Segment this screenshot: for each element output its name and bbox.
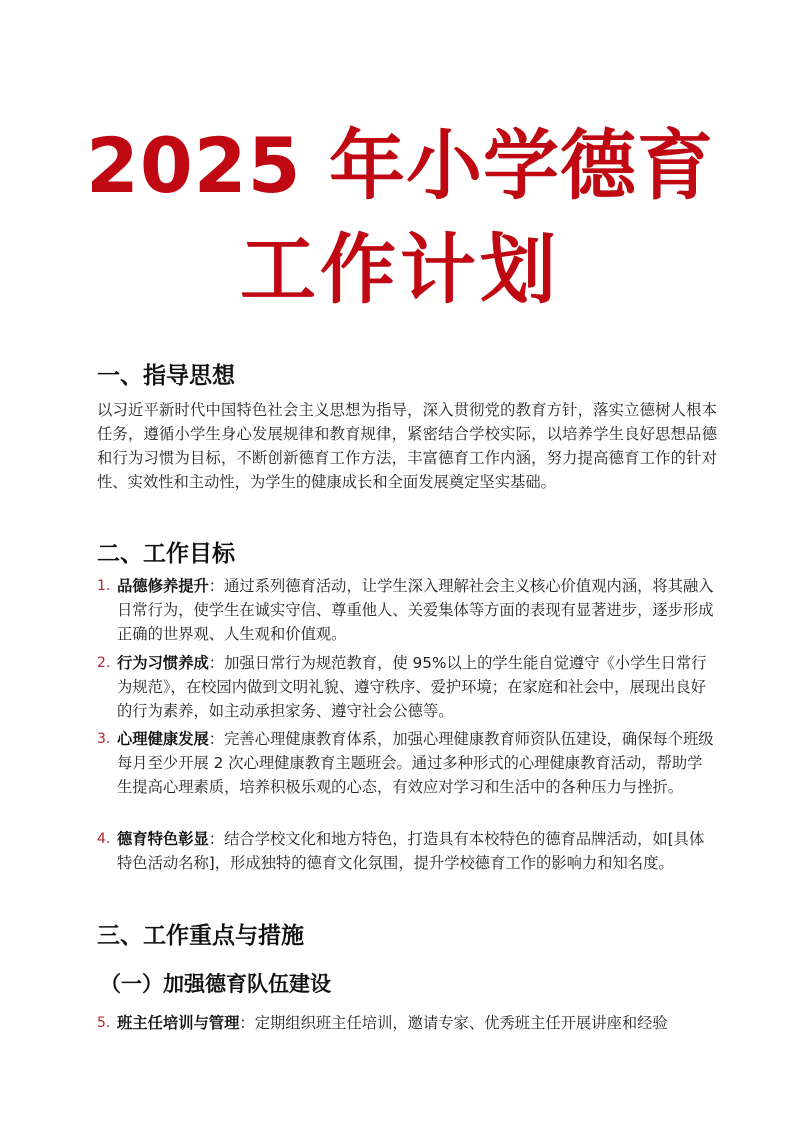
- list-item-term: 行为习惯养成: [117, 654, 209, 672]
- section-paragraph-guiding-ideology: 以习近平新时代中国特色社会主义思想为指导，深入贯彻党的教育方针，落实立德树人根本任务，遵循小学生身心发展规律和教育规律，紧密结合学校实际，以培养学生良好思想品德和行为习惯为目标，不断创新德育工作方法，丰富德育工作内涵，努力提高德育工作的针对性、实效性和主动性，为学生的健康成长和全面发展奠定坚实基础。: [97, 401, 717, 491]
- list-marker: 3.: [97, 731, 111, 747]
- list-marker: 5.: [97, 1015, 111, 1031]
- list-item-measure-5: [97, 1011, 717, 1035]
- list-item-goal-4: [97, 827, 717, 875]
- list-marker: 4.: [97, 831, 111, 847]
- list-item-goal-2: [97, 651, 717, 723]
- list-item-text: ：完善心理健康教育体系，加强心理健康教育师资队伍建设，确保每个班级每月至少开展 2 次心理健康教育主题班会。通过多种形式的心理健康教育活动，帮助学生提高心理素质，培养积极乐观的心态，有效应对学习和生活中的各种压力与挫折。: [117, 730, 714, 796]
- list-item-term: 班主任培训与管理: [117, 1014, 240, 1032]
- list-item-text: ：通过系列德育活动，让学生深入理解社会主义核心价值观内涵，将其融入日常行为，使学生在诚实守信、尊重他人、关爱集体等方面的表现有显著进步，逐步形成正确的世界观、人生观和价值观。: [117, 577, 714, 643]
- list-item-goal-1: [97, 574, 717, 646]
- list-item-text: ：定期组织班主任培训，邀请专家、优秀班主任开展讲座和经验: [239, 1014, 668, 1032]
- section-heading-guiding-ideology: 一、指导思想: [97, 363, 235, 389]
- document-title-line1: 2025 年小学德育: [86, 121, 714, 210]
- list-marker: 2.: [97, 655, 111, 671]
- subsection-heading-team-building: （一）加强德育队伍建设: [100, 972, 331, 996]
- list-item-goal-3: [97, 727, 717, 799]
- section-heading-key-measures: 三、工作重点与措施: [97, 923, 304, 949]
- list-item-term: 品德修养提升: [117, 577, 209, 595]
- list-item-term: 心理健康发展: [117, 730, 209, 748]
- list-marker: 1.: [97, 578, 111, 594]
- document-title-line2: 工作计划: [240, 225, 560, 314]
- list-item-text: ：结合学校文化和地方特色，打造具有本校特色的德育品牌活动，如[具体特色活动名称]，形成独特的德育文化氛围，提升学校德育工作的影响力和知名度。: [117, 830, 705, 872]
- section-heading-work-goals: 二、工作目标: [97, 541, 235, 567]
- list-item-term: 德育特色彰显: [117, 830, 209, 848]
- list-item-text: ：加强日常行为规范教育，使 95%以上的学生能自觉遵守《小学生日常行为规范》，在校园内做到文明礼貌、遵守秩序、爱护环境；在家庭和社会中，展现出良好的行为素养，如主动承担家务、遵守社会公德等。: [117, 654, 707, 720]
